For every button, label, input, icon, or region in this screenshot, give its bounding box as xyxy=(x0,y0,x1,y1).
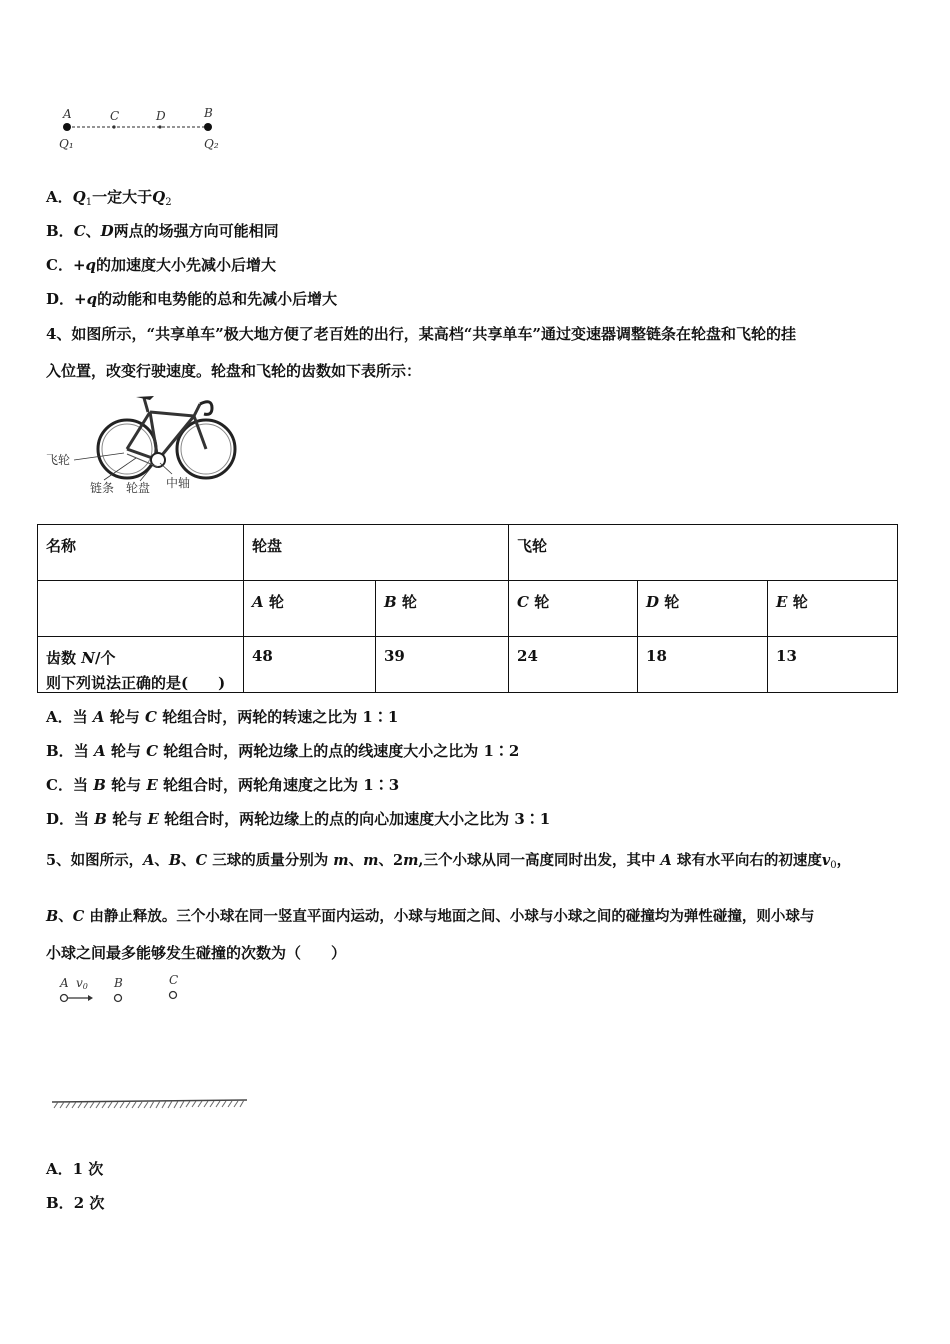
ball-a xyxy=(61,995,68,1002)
ball-b xyxy=(115,995,122,1002)
ball-c-label: C xyxy=(169,973,179,987)
charge-q1-label: Q₁ xyxy=(59,137,74,151)
table-cell-empty xyxy=(38,581,244,637)
q4-option-a: A．当 A 轮与 C 轮组合时，两轮的转速之比为 1∶1 xyxy=(46,708,399,726)
chain-label: 链条 xyxy=(90,481,115,495)
q4-option-b: B．当 A 轮与 C 轮组合时，两轮边缘上的点的线速度大小之比为 1∶2 xyxy=(46,742,520,760)
q5-option-a: A．1 次 xyxy=(46,1160,104,1178)
table-cell-wheel-d: D 轮 xyxy=(638,581,768,637)
point-b-label: B xyxy=(204,106,213,120)
crank-label: 轮盘 xyxy=(126,481,151,495)
q3-option-b: B．C、D两点的场强方向可能相同 xyxy=(46,222,279,240)
table-teeth-c: 24 xyxy=(509,637,638,693)
table-teeth-a: 48 xyxy=(244,637,376,693)
axle-label: 中轴 xyxy=(166,476,191,490)
ball-a-label: A xyxy=(60,976,69,990)
axle-leader xyxy=(160,463,172,474)
table-teeth-b: 39 xyxy=(376,637,509,693)
charge-q2-label: Q₂ xyxy=(204,137,219,151)
q4-question: 则下列说法正确的是( ) xyxy=(46,674,226,692)
q5-stem-line2: B、C 由静止释放。三个小球在同一竖直平面内运动，小球与地面之间、小球与小球之间的碰撞均为弹性碰撞，则小球与 xyxy=(46,908,815,925)
ball-b-label: B xyxy=(114,976,123,990)
q3-option-c: C．+q的加速度大小先减小后增大 xyxy=(46,256,277,274)
q5-option-b: B．2 次 xyxy=(46,1194,105,1212)
q3-option-a: A．$Q_1$一定大于$Q_2$ xyxy=(46,188,172,208)
velocity-arrowhead xyxy=(88,995,93,1001)
q3-option-d: D．+q的动能和电势能的总和先减小后增大 xyxy=(46,290,338,308)
q4-stem-line1: 4、如图所示，“共享单车”极大地方便了老百姓的出行，某高档“共享单车”通过变速器调整链条在轮盘和飞轮的挂 xyxy=(46,325,796,343)
charge-q1-dot xyxy=(63,123,71,131)
balls-figure xyxy=(54,972,194,1008)
point-a-label: A xyxy=(63,107,72,121)
table-cell-wheel-c: C 轮 xyxy=(509,581,638,637)
table-fly-header: 飞轮 xyxy=(509,525,898,581)
table-crank-header: 轮盘 xyxy=(244,525,509,581)
q4-option-c: C．当 B 轮与 E 轮组合时，两轮角速度之比为 1∶3 xyxy=(46,776,400,794)
charges-figure xyxy=(50,104,240,156)
table-teeth-label: 齿数 N/个 xyxy=(38,637,244,693)
bicycle-frame xyxy=(127,398,206,460)
flywheel-label: 飞轮 xyxy=(46,453,71,467)
point-d-dot xyxy=(158,125,161,128)
ball-c xyxy=(170,992,177,999)
q5-stem-line1: 5、如图所示，A、B、C 三球的质量分别为 m、m、2m,三个小球从同一高度同时出发，其中 A 球有水平向右的初速度$v_0$， xyxy=(46,852,852,871)
table-teeth-e: 13 xyxy=(768,637,898,693)
handlebar xyxy=(200,402,212,415)
point-c-label: C xyxy=(110,109,120,123)
q5-stem-line3: 小球之间最多能够发生碰撞的次数为（ ） xyxy=(46,944,347,962)
table-wheel-row xyxy=(38,581,898,637)
table-cell-wheel-a: A 轮 xyxy=(244,581,376,637)
table-cell-wheel-e: E 轮 xyxy=(768,581,898,637)
velocity-label: v0 xyxy=(76,976,88,991)
table-name-header: 名称 xyxy=(38,525,244,581)
table-cell-wheel-b: B 轮 xyxy=(376,581,509,637)
ground-figure xyxy=(50,1096,250,1114)
table-teeth-d: 18 xyxy=(638,637,768,693)
point-c-dot xyxy=(112,125,115,128)
charge-q2-dot xyxy=(204,123,212,131)
q4-stem-line2: 入位置，改变行驶速度。轮盘和飞轮的齿数如下表所示： xyxy=(46,362,422,380)
gear-table xyxy=(37,524,898,693)
point-d-label: D xyxy=(156,109,166,123)
table-header-row xyxy=(38,525,898,581)
bicycle-figure xyxy=(44,388,244,500)
ground-line xyxy=(52,1100,247,1102)
q4-option-d: D．当 B 轮与 E 轮组合时，两轮边缘上的点的向心加速度大小之比为 3∶1 xyxy=(46,810,551,828)
